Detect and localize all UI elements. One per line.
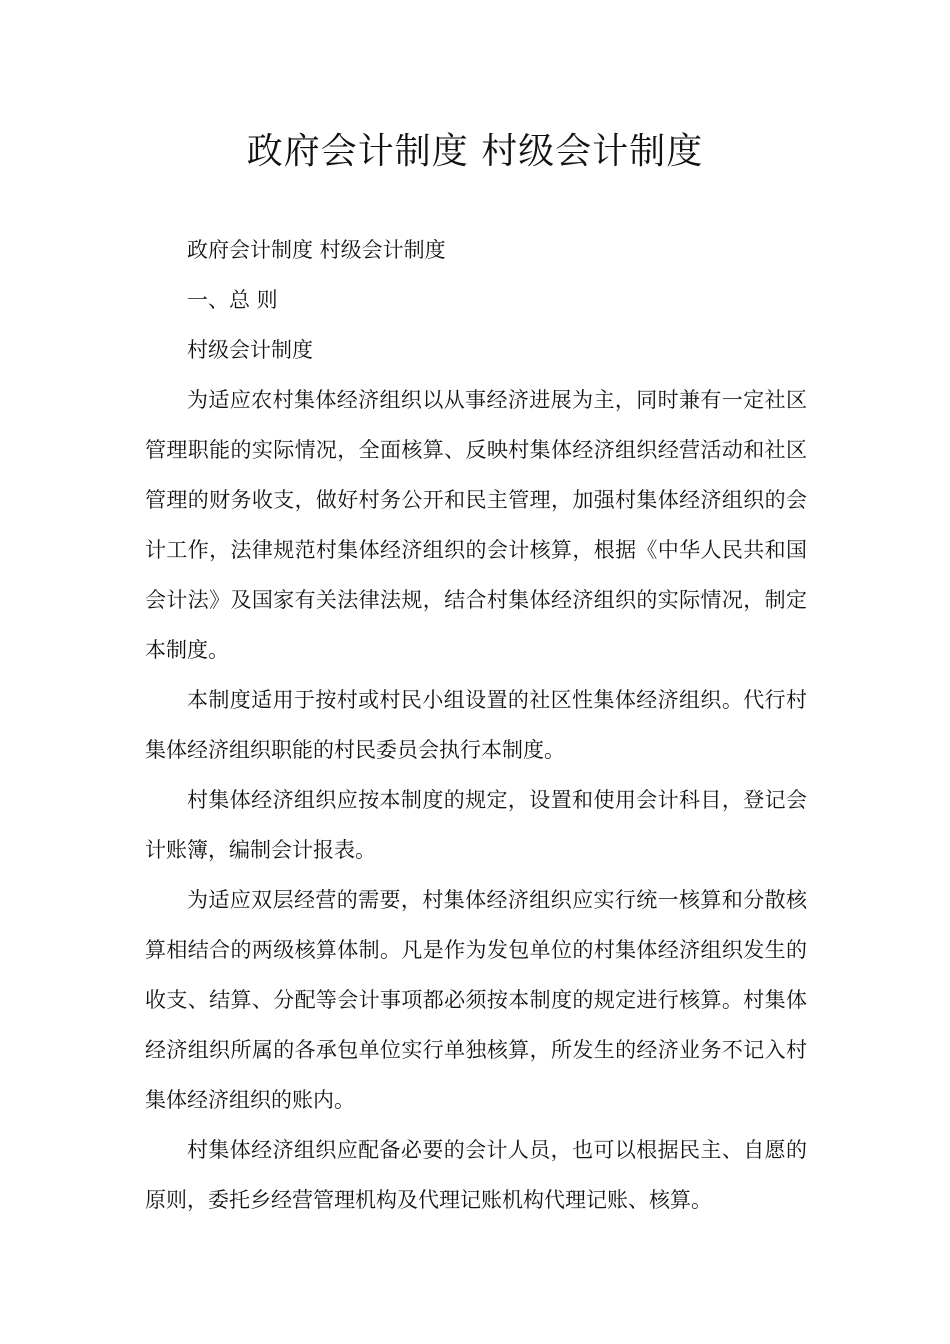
body-paragraph: 村集体经济组织应按本制度的规定，设置和使用会计科目，登记会计账簿，编制会计报表。 — [145, 788, 807, 862]
section-heading: 一、总 则 — [187, 288, 278, 312]
section-subheading: 村级会计制度 — [187, 338, 313, 362]
body-paragraph: 为适应双层经营的需要，村集体经济组织应实行统一核算和分散核算相结合的两级核算体制。凡是作为发包单位的村集体经济组织发生的收支、结算、分配等会计事项都必须按本制度的规定进行核算。村集体经济组织所属的各承包单位实行单独核算，所发生的经济业务不记入村集体经济组织的账内。 — [145, 888, 807, 1112]
document-title: 政府会计制度 村级会计制度 — [246, 131, 704, 172]
body-paragraph: 本制度适用于按村或村民小组设置的社区性集体经济组织。代行村集体经济组织职能的村民委员会执行本制度。 — [145, 688, 807, 762]
body-paragraph-subtitle: 政府会计制度 村级会计制度 — [187, 238, 446, 262]
body-paragraph: 村集体经济组织应配备必要的会计人员，也可以根据民主、自愿的原则，委托乡经营管理机构及代理记账机构代理记账、核算。 — [145, 1138, 807, 1212]
document-body — [145, 225, 807, 1225]
body-paragraph: 为适应农村集体经济组织以从事经济进展为主，同时兼有一定社区管理职能的实际情况，全面核算、反映村集体经济组织经营活动和社区管理的财务收支，做好村务公开和民主管理，加强村集体经济组织的会计工作，法律规范村集体经济组织的会计核算，根据《中华人民共和国会计法》及国家有关法律法规，结合村集体经济组织的实际情况，制定本制度。 — [145, 388, 807, 662]
